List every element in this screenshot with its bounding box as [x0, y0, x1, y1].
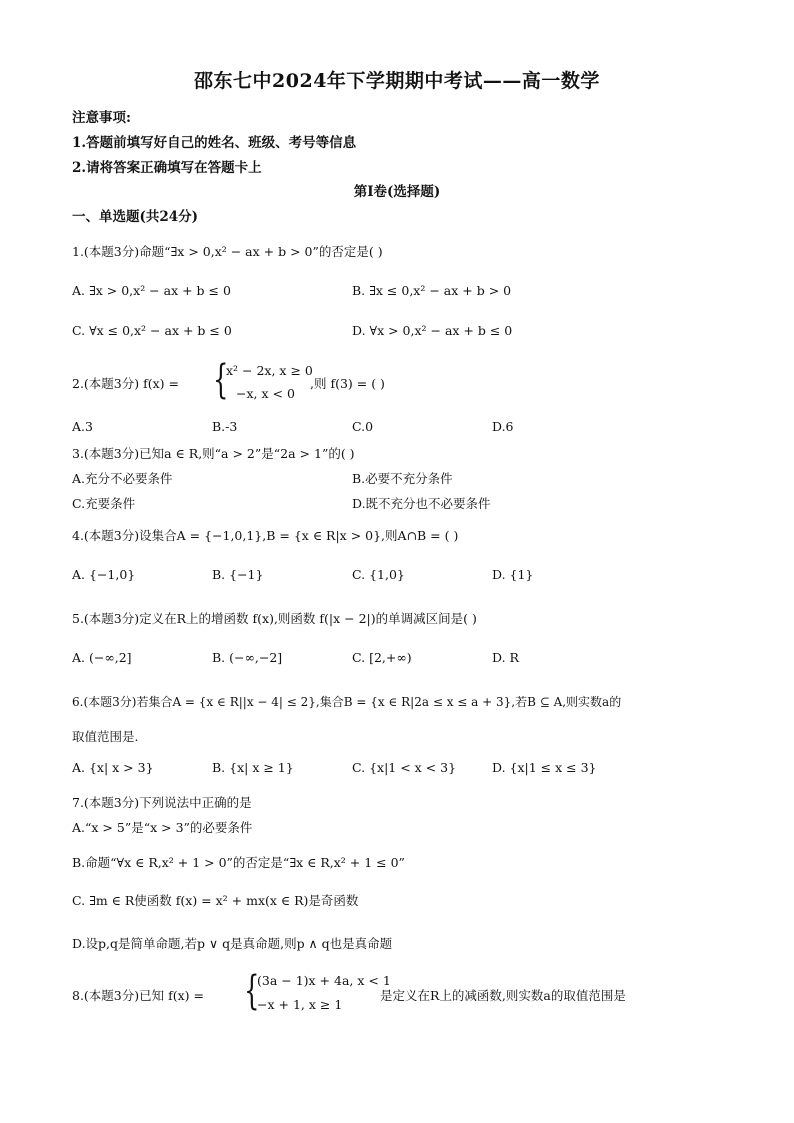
question-8-case-2: −x + 1, x ≥ 1 — [257, 997, 343, 1012]
question-6-option-c: C. {x|1 < x < 3} — [352, 760, 457, 775]
question-1-option-c: C. ∀x ≤ 0,x² − ax + b ≤ 0 — [72, 323, 232, 338]
question-1-option-a: A. ∃x > 0,x² − ax + b ≤ 0 — [72, 283, 231, 298]
notes-heading: 注意事项: — [72, 110, 131, 126]
question-3-option-a: A.充分不必要条件 — [72, 471, 173, 486]
question-1-option-d: D. ∀x > 0,x² − ax + b ≤ 0 — [352, 323, 513, 338]
question-7-option-a: A.“x > 5”是“x > 3”的必要条件 — [72, 820, 253, 835]
question-5-stem: 5.(本题3分)定义在R上的增函数 f(x),则函数 f(|x − 2|)的单调减区间是( ) — [72, 611, 477, 626]
brace-icon: { — [244, 968, 260, 1014]
brace-icon: { — [213, 357, 229, 403]
page-title: 邵东七中2024年下学期期中考试——高一数学 — [194, 70, 600, 92]
question-3-option-b: B.必要不充分条件 — [352, 471, 453, 486]
question-7-option-b: B.命题“∀x ∈ R,x² + 1 > 0”的否定是“∃x ∈ R,x² + 1 ≤ 0” — [72, 855, 405, 870]
question-8-stem-suffix: 是定义在R上的减函数,则实数a的取值范围是 — [380, 988, 626, 1003]
question-8-case-1: (3a − 1)x + 4a, x < 1 — [257, 973, 391, 988]
question-4-option-d: D. {1} — [492, 567, 534, 582]
question-2-stem-suffix: ,则 f(3) = ( ) — [310, 376, 385, 391]
question-7-stem: 7.(本题3分)下列说法中正确的是 — [72, 795, 252, 810]
question-3-option-c: C.充要条件 — [72, 496, 136, 511]
question-5-option-d: D. R — [492, 650, 519, 665]
question-2-option-a: A.3 — [72, 419, 93, 434]
question-1-stem: 1.(本题3分)命题“∃x > 0,x² − ax + b > 0”的否定是( ) — [72, 244, 383, 259]
question-2-case-1: x² − 2x, x ≥ 0 — [226, 363, 313, 378]
question-8-stem-prefix: 8.(本题3分)已知 f(x) = — [72, 988, 204, 1003]
question-6-option-d: D. {x|1 ≤ x ≤ 3} — [492, 760, 597, 775]
question-2-option-d: D.6 — [492, 419, 514, 434]
question-2-option-c: C.0 — [352, 419, 374, 434]
question-1-option-b: B. ∃x ≤ 0,x² − ax + b > 0 — [352, 283, 512, 298]
question-4-option-a: A. {−1,0} — [72, 567, 136, 582]
volume-heading: 第Ⅰ卷(选择题) — [353, 184, 441, 200]
section-heading: 一、单选题(共24分) — [72, 209, 199, 225]
note-item-2: 2.请将答案正确填写在答题卡上 — [72, 160, 262, 176]
question-6-stem: 6.(本题3分)若集合A = {x ∈ R||x − 4| ≤ 2},集合B = {x ∈ R|2a ≤ x ≤ a + 3},若B ⊆ A,则实数a的 — [72, 695, 622, 709]
question-6-option-b: B. {x| x ≥ 1} — [212, 760, 294, 775]
note-item-1: 1.答题前填写好自己的姓名、班级、考号等信息 — [72, 135, 357, 151]
question-4-option-b: B. {−1} — [212, 567, 264, 582]
question-3-stem: 3.(本题3分)已知a ∈ R,则“a > 2”是“2a > 1”的( ) — [72, 446, 355, 461]
question-3-option-d: D.既不充分也不必要条件 — [352, 496, 491, 511]
question-5-option-b: B. (−∞,−2] — [212, 650, 283, 665]
question-5-option-c: C. [2,+∞) — [352, 650, 412, 665]
question-4-stem: 4.(本题3分)设集合A = {−1,0,1},B = {x ∈ R|x > 0},则A∩B = ( ) — [72, 528, 459, 543]
question-2-option-b: B.-3 — [212, 419, 238, 434]
question-2-piecewise — [212, 357, 313, 404]
question-7-option-c: C. ∃m ∈ R使函数 f(x) = x² + mx(x ∈ R)是奇函数 — [72, 893, 359, 908]
question-2-stem-prefix: 2.(本题3分) f(x) = — [72, 376, 179, 391]
question-6-option-a: A. {x| x > 3} — [72, 760, 154, 775]
question-8-piecewise — [243, 968, 391, 1016]
question-7-option-d: D.设p,q是简单命题,若p ∨ q是真命题,则p ∧ q也是真命题 — [72, 936, 393, 951]
question-2-case-2: −x, x < 0 — [236, 386, 295, 401]
question-4-option-c: C. {1,0} — [352, 567, 405, 582]
question-5-option-a: A. (−∞,2] — [72, 650, 132, 665]
question-6-stem-line2: 取值范围是. — [72, 729, 139, 744]
